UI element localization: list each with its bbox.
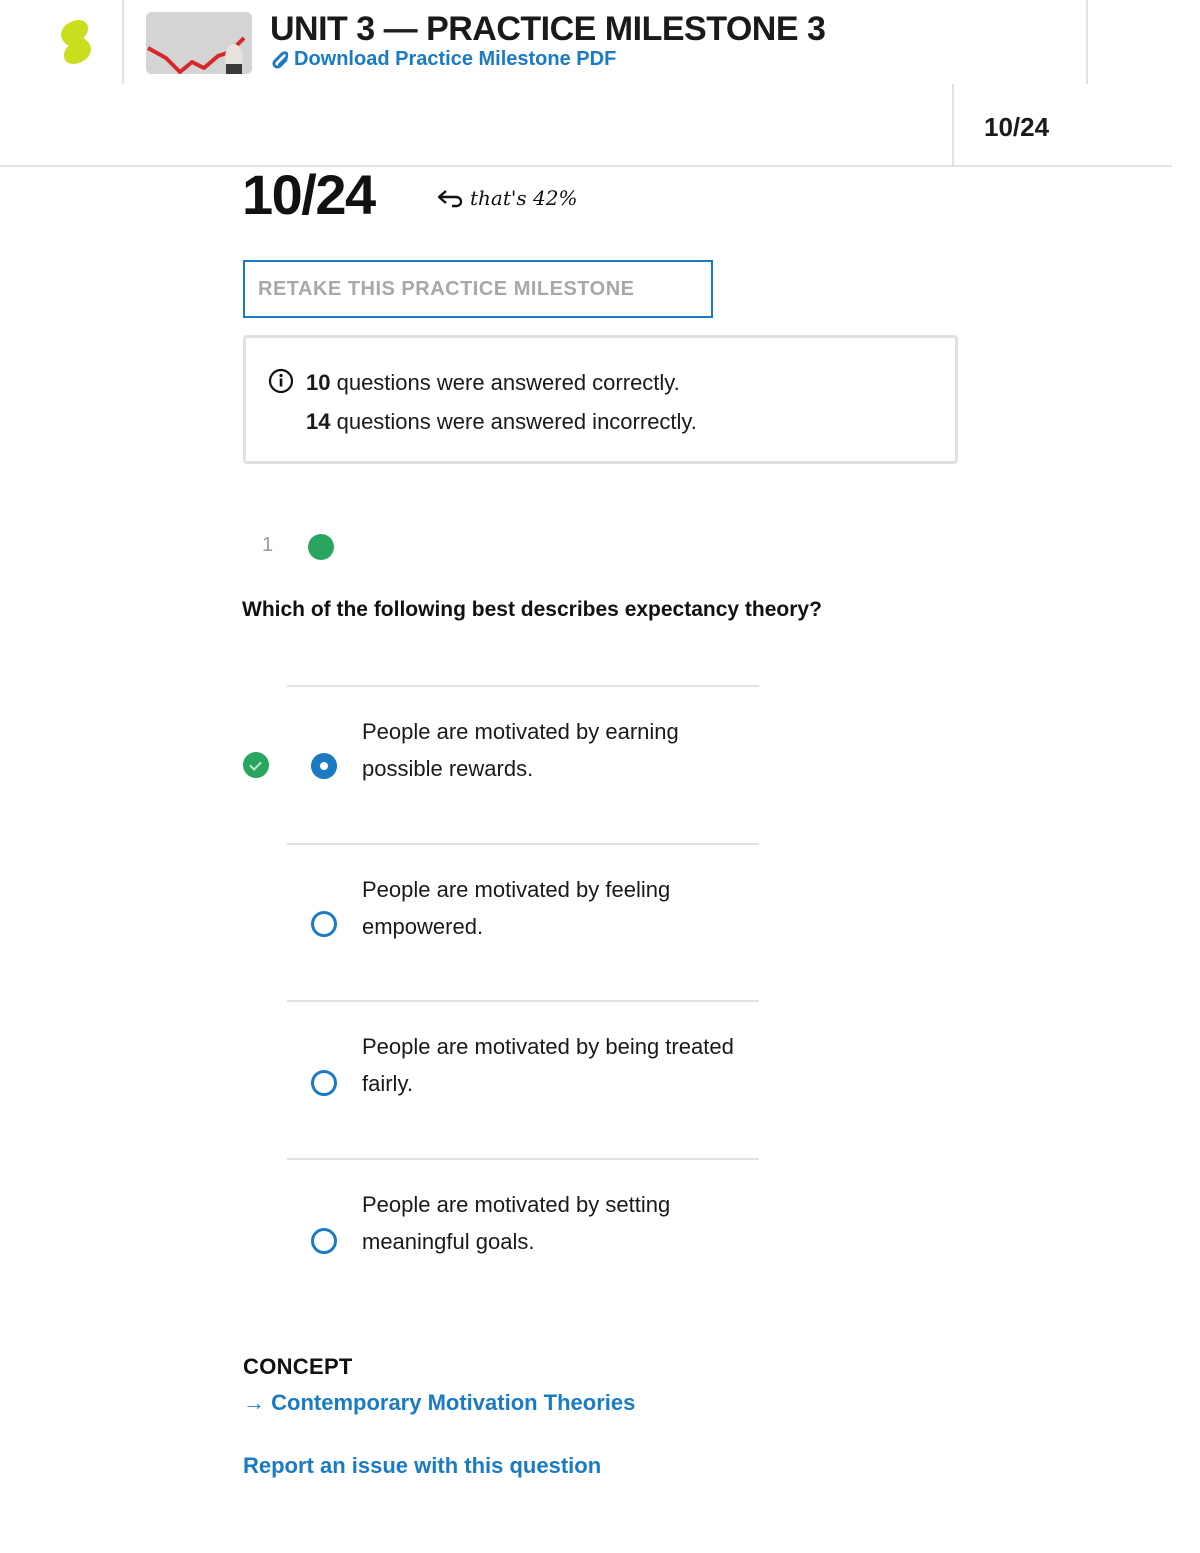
- radio-selected[interactable]: [311, 753, 337, 779]
- chart-thumbnail-image: [146, 12, 252, 74]
- header-divider: [122, 0, 124, 84]
- correct-summary: [306, 370, 680, 396]
- incorrect-summary: [306, 409, 697, 435]
- radio-unselected[interactable]: [311, 911, 337, 937]
- answer-option-label: People are motivated by earning possible rewards.: [362, 719, 679, 781]
- concept-link[interactable]: → Contemporary Motivation Theories: [243, 1390, 636, 1415]
- header-bottom-border: [0, 165, 1172, 167]
- download-pdf-link[interactable]: [270, 48, 616, 71]
- percent-note-text: that's 42%: [470, 186, 578, 210]
- question-number: 1: [262, 534, 274, 556]
- answer-option[interactable]: [287, 1160, 759, 1316]
- retake-milestone-button[interactable]: RETAKE THIS PRACTICE MILESTONE: [243, 260, 713, 318]
- concept-heading: CONCEPT: [243, 1354, 353, 1379]
- score-display: 10/24: [242, 163, 375, 226]
- percent-note: [436, 186, 577, 210]
- header-score: 10/24: [984, 112, 1050, 142]
- radio-unselected[interactable]: [311, 1228, 337, 1254]
- answer-option[interactable]: [287, 687, 759, 843]
- answer-option[interactable]: [287, 1002, 759, 1158]
- unit-thumbnail: [146, 12, 252, 74]
- question-text: Which of the following best describes expectancy theory?: [242, 598, 822, 621]
- score-divider: [952, 84, 954, 166]
- correct-count: 10: [306, 370, 331, 395]
- correct-answer-check-icon: [243, 752, 269, 778]
- question-correct-status-icon: [308, 534, 334, 560]
- answer-option-label: People are motivated by being treated fairly.: [362, 1034, 734, 1096]
- answer-option-label: People are motivated by feeling empowered.: [362, 877, 671, 939]
- curved-arrow-icon: [436, 187, 466, 209]
- incorrect-count: 14: [306, 409, 331, 434]
- report-issue-link[interactable]: Report an issue with this question: [243, 1453, 602, 1478]
- unit-title: UNIT 3 — PRACTICE MILESTONE 3: [270, 10, 826, 48]
- header-divider: [1086, 0, 1088, 84]
- brand-logo-icon[interactable]: [48, 14, 104, 70]
- answer-option[interactable]: [287, 845, 759, 1001]
- answer-option-label: People are motivated by setting meaningful goals.: [362, 1192, 671, 1254]
- incorrect-summary-text: questions were answered incorrectly.: [330, 409, 697, 434]
- radio-unselected[interactable]: [311, 1070, 337, 1096]
- results-summary-box: [243, 335, 958, 464]
- correct-summary-text: questions were answered correctly.: [330, 370, 680, 395]
- download-pdf-label: Download Practice Milestone PDF: [294, 48, 617, 70]
- paperclip-icon: [270, 51, 288, 69]
- info-circle-icon: [268, 368, 294, 394]
